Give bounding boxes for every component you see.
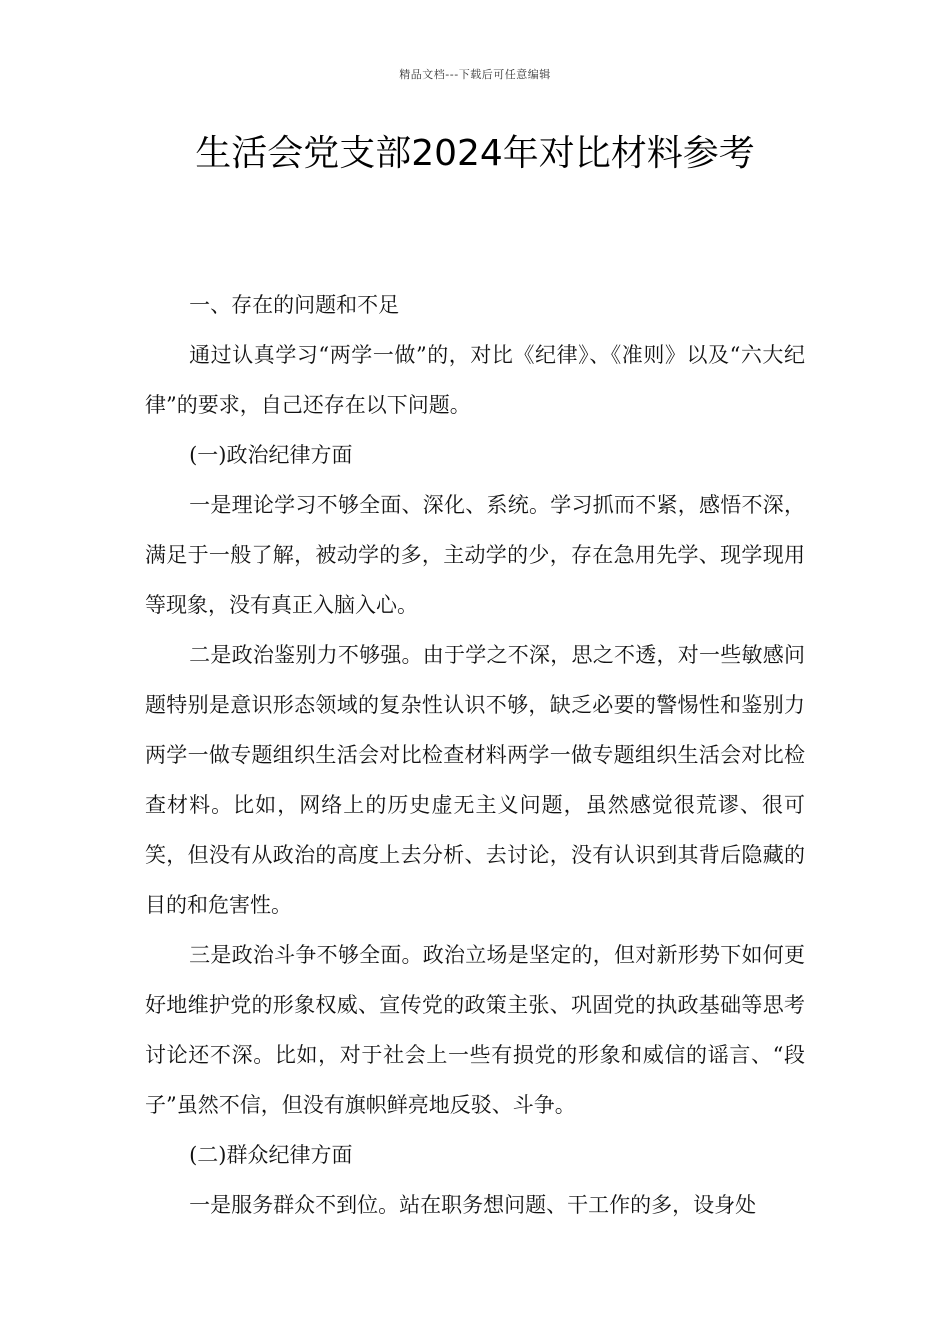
paragraph: 二是政治鉴别力不够强。由于学之不深，思之不透，对一些敏感问题特别是意识形态领域的复杂性认识不够，缺乏必要的警惕性和鉴别力两学一做专题组织生活会对比检查材料两学一做专题组织生活会对比检查材料。比如，网络上的历史虚无主义问题，虽然感觉很荒谬、很可笑，但没有从政治的高度上去分析、去讨论，没有认识到其背后隐藏的目的和危害性。 — [145, 643, 805, 917]
document-body — [145, 280, 805, 1230]
section-heading: 一、存在的问题和不足 — [189, 293, 400, 317]
paragraph: 通过认真学习“两学一做”的，对比《纪律》、《准则》以及“六大纪律”的要求，自己还存在以下问题。 — [145, 343, 805, 417]
subsection-heading: (二)群众纪律方面 — [189, 1143, 353, 1167]
paragraph: 一是服务群众不到位。站在职务想问题、干工作的多，设身处 — [189, 1193, 757, 1217]
header-note: 精品文档---下载后可任意编辑 — [399, 68, 551, 81]
paragraph: 三是政治斗争不够全面。政治立场是坚定的，但对新形势下如何更好地维护党的形象权威、宣传党的政策主张、巩固党的执政基础等思考讨论还不深。比如，对于社会上一些有损党的形象和威信的谣言、“段子”虽然不信，但没有旗帜鲜亮地反驳、斗争。 — [145, 943, 805, 1117]
subsection-heading: (一)政治纪律方面 — [189, 443, 353, 467]
paragraph: 一是理论学习不够全面、深化、系统。学习抓而不紧，感悟不深，满足于一般了解，被动学的多，主动学的少，存在急用先学、现学现用等现象，没有真正入脑入心。 — [145, 493, 805, 617]
document-title: 生活会党支部2024年对比材料参考 — [195, 133, 755, 174]
